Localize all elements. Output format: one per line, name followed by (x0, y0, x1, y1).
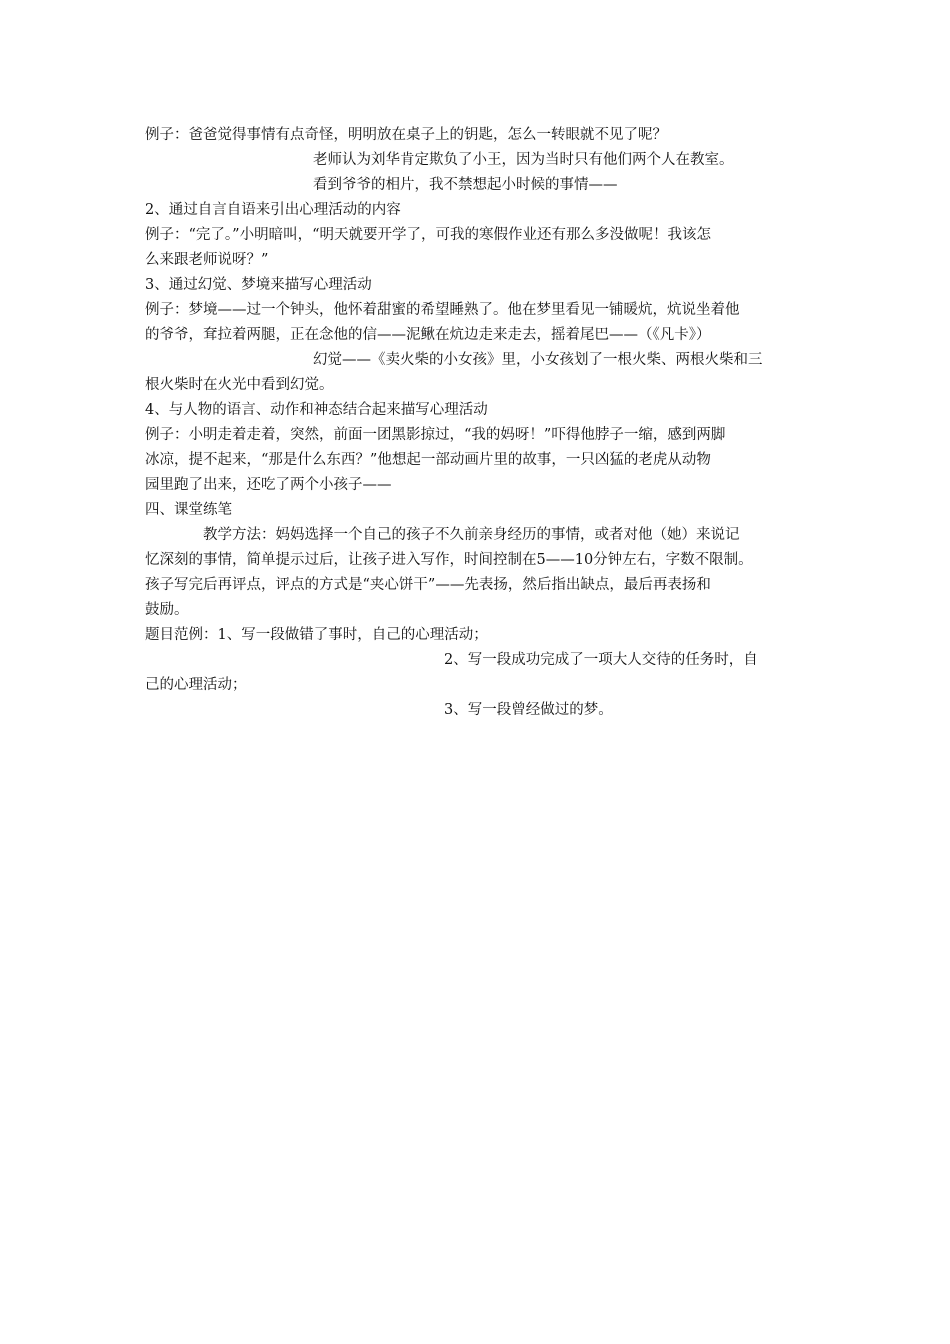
example-line: 例子：梦境——过一个钟头，他怀着甜蜜的希望睡熟了。他在梦里看见一铺暖炕，炕说坐着他 (145, 302, 740, 318)
method-line: 孩子写完后再评点，评点的方式是“夹心饼干”——先表扬，然后指出缺点，最后再表扬和 (145, 577, 711, 593)
example-line: 例子：“完了。”小明暗叫，“明天就要开学了，可我的寒假作业还有那么多没做呢！我该怎 (145, 227, 711, 243)
section-heading: 2、通过自言自语来引出心理活动的内容 (145, 202, 401, 218)
example-line: 冰凉，提不起来，“那是什么东西？”他想起一部动画片里的故事，一只凶猛的老虎从动物 (145, 452, 711, 468)
example-line: 根火柴时在火光中看到幻觉。 (145, 377, 334, 393)
example-line: 园里跑了出来，还吃了两个小孩子—— (145, 477, 392, 493)
section-heading: 4、与人物的语言、动作和神态结合起来描写心理活动 (145, 402, 488, 418)
example-line: 例子：小明走着走着，突然，前面一团黑影掠过，“我的妈呀！”吓得他脖子一缩，感到两脚 (145, 427, 726, 443)
example-line: 看到爷爷的相片，我不禁想起小时候的事情—— (313, 177, 618, 193)
topic-example-line: 己的心理活动； (145, 677, 247, 693)
topic-example-line: 3、写一段曾经做过的梦。 (444, 702, 613, 718)
section-heading: 四、课堂练笔 (145, 502, 232, 518)
topic-example-line: 题目范例：1、写一段做错了事时，自己的心理活动； (145, 627, 488, 643)
topic-example-line: 2、写一段成功完成了一项大人交待的任务时，自 (444, 652, 758, 668)
example-line: 的爷爷，耷拉着两腿，正在念他的信——泥鳅在炕边走来走去，摇着尾巴——（《凡卡》） (145, 327, 711, 343)
example-line: 么来跟老师说呀？” (145, 252, 269, 268)
method-line: 忆深刻的事情，简单提示过后，让孩子进入写作，时间控制在5——10分钟左右，字数不限制。 (145, 552, 753, 568)
method-line: 教学方法：妈妈选择一个自己的孩子不久前亲身经历的事情，或者对他（她）来说记 (203, 527, 740, 543)
method-line: 鼓励。 (145, 602, 189, 618)
section-heading: 3、通过幻觉、梦境来描写心理活动 (145, 277, 372, 293)
example-line: 幻觉——《卖火柴的小女孩》里，小女孩划了一根火柴、两根火柴和三 (313, 352, 763, 368)
document-page (145, 123, 810, 723)
example-line: 例子：爸爸觉得事情有点奇怪，明明放在桌子上的钥匙，怎么一转眼就不见了呢？ (145, 127, 667, 143)
example-line: 老师认为刘华肯定欺负了小王，因为当时只有他们两个人在教室。 (313, 152, 734, 168)
